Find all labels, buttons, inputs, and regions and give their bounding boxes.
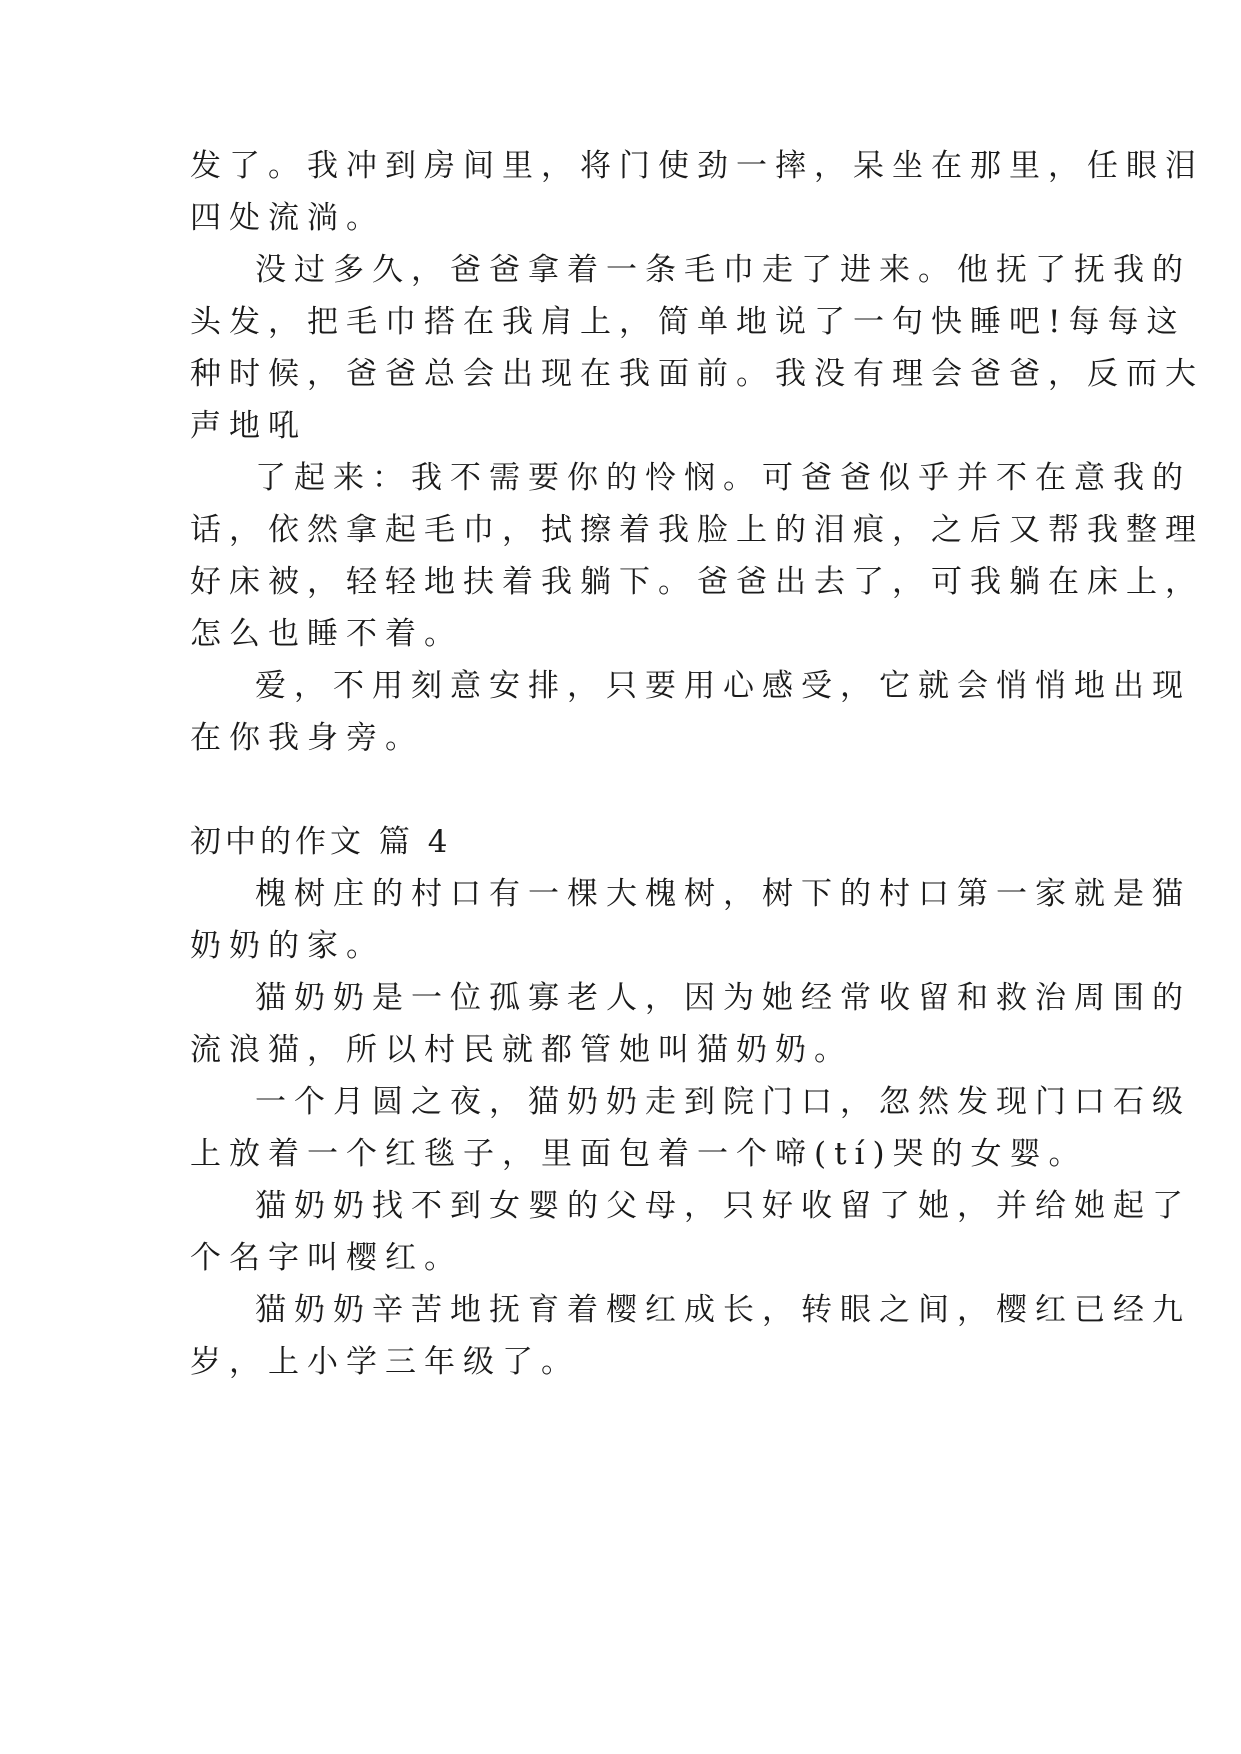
paragraph-line: 岁，上小学三年级了。	[190, 1344, 580, 1380]
paragraph-line: 一个月圆之夜，猫奶奶走到院门口，忽然发现门口石级	[255, 1084, 1191, 1120]
paragraph-line: 四处流淌。	[190, 200, 385, 236]
paragraph-line: 种时候，爸爸总会出现在我面前。我没有理会爸爸，反而大	[190, 356, 1204, 392]
paragraph-line: 奶奶的家。	[190, 928, 385, 964]
section-heading: 初中的作文 篇 4	[190, 824, 452, 860]
paragraph-line: 了起来：我不需要你的怜悯。可爸爸似乎并不在意我的	[255, 460, 1191, 496]
paragraph-line: 好床被，轻轻地扶着我躺下。爸爸出去了，可我躺在床上，	[190, 564, 1204, 600]
paragraph-line: 猫奶奶辛苦地抚育着樱红成长，转眼之间，樱红已经九	[255, 1292, 1191, 1328]
paragraph-line: 发了。我冲到房间里，将门使劲一摔，呆坐在那里，任眼泪	[190, 148, 1204, 184]
paragraph-line: 流浪猫，所以村民就都管她叫猫奶奶。	[190, 1032, 853, 1068]
paragraph-line: 话，依然拿起毛巾，拭擦着我脸上的泪痕，之后又帮我整理	[190, 512, 1204, 548]
paragraph-line: 槐树庄的村口有一棵大槐树，树下的村口第一家就是猫	[255, 876, 1191, 912]
paragraph-line: 爱，不用刻意安排，只要用心感受，它就会悄悄地出现	[255, 668, 1191, 704]
paragraph-line: 声地吼	[190, 408, 307, 444]
paragraph-line: 上放着一个红毯子，里面包着一个啼(tí)哭的女婴。	[190, 1136, 1088, 1172]
paragraph-line: 没过多久，爸爸拿着一条毛巾走了进来。他抚了抚我的	[255, 252, 1191, 288]
paragraph-line: 个名字叫樱红。	[190, 1240, 463, 1276]
paragraph-line: 猫奶奶找不到女婴的父母，只好收留了她，并给她起了	[255, 1188, 1191, 1224]
paragraph-line: 猫奶奶是一位孤寡老人，因为她经常收留和救治周围的	[255, 980, 1191, 1016]
paragraph-line: 在你我身旁。	[190, 720, 424, 756]
paragraph-line: 头发，把毛巾搭在我肩上，简单地说了一句快睡吧!每每这	[190, 304, 1186, 340]
paragraph-line: 怎么也睡不着。	[190, 616, 463, 652]
